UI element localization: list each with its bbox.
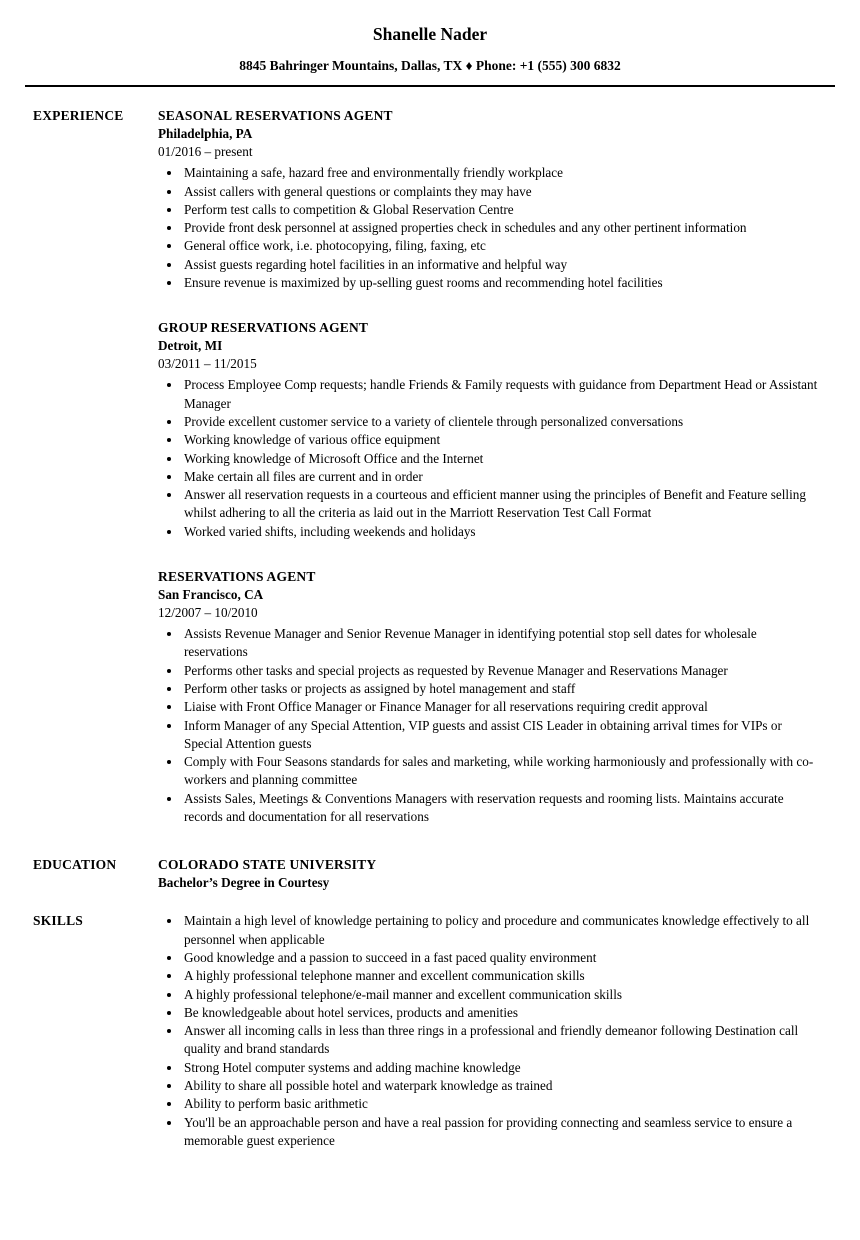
education-school: COLORADO STATE UNIVERSITY bbox=[158, 857, 377, 873]
job-bullet: • Assists Revenue Manager and Senior Revenue Manager in identifying potential stop sell dates for wholesale reservations bbox=[182, 625, 818, 662]
education-content bbox=[158, 856, 818, 892]
job-location: Detroit, MI bbox=[158, 338, 223, 354]
skill-bullet: • Good knowledge and a passion to succeed in a fast paced quality environment bbox=[182, 949, 818, 967]
job-bullet: • Perform other tasks or projects as assigned by hotel management and staff bbox=[182, 680, 818, 698]
skill-bullet: • You'll be an approachable person and have a real passion for providing connecting and seamless service to ensure a memorable guest experience bbox=[182, 1114, 818, 1151]
job-dates: 03/2011 – 11/2015 bbox=[158, 356, 257, 372]
job-dates: 12/2007 – 10/2010 bbox=[158, 605, 258, 621]
job-location: Philadelphia, PA bbox=[158, 126, 253, 142]
job-bullet: • Working knowledge of Microsoft Office and the Internet bbox=[182, 450, 818, 468]
job-bullet: • Assist callers with general questions or complaints they may have bbox=[182, 183, 818, 201]
job-bullet: • Maintaining a safe, hazard free and environmentally friendly workplace bbox=[182, 164, 818, 182]
job-entry bbox=[158, 107, 818, 292]
contact-line: 8845 Bahringer Mountains, Dallas, TX ♦ Phone: +1 (555) 300 6832 bbox=[239, 58, 621, 73]
job-bullet: • General office work, i.e. photocopying, filing, faxing, etc bbox=[182, 237, 818, 255]
job-location: San Francisco, CA bbox=[158, 587, 264, 603]
experience-section bbox=[25, 107, 835, 836]
resume-header bbox=[25, 24, 835, 75]
job-bullet: • Process Employee Comp requests; handle Friends & Family requests with guidance from Department Head or Assistant Manager bbox=[182, 376, 818, 413]
job-title: SEASONAL RESERVATIONS AGENT bbox=[158, 108, 393, 124]
job-dates: 01/2016 – present bbox=[158, 144, 253, 160]
skill-bullet: • Be knowledgeable about hotel services, products and amenities bbox=[182, 1004, 818, 1022]
education-label: EDUCATION bbox=[33, 857, 117, 873]
job-bullet: • Inform Manager of any Special Attention, VIP guests and assist CIS Leader in obtaining arrival times for VIPs or Special Attention guests bbox=[182, 717, 818, 754]
education-section bbox=[25, 856, 835, 892]
candidate-name: Shanelle Nader bbox=[372, 24, 488, 44]
skill-bullet: • A highly professional telephone manner and excellent communication skills bbox=[182, 967, 818, 985]
job-bullet: • Assists Sales, Meetings & Conventions Managers with reservation requests and rooming lists. Maintains accurate records and documentation for all reservations bbox=[182, 790, 818, 827]
job-bullet: • Provide excellent customer service to a variety of clientele through personalized conversations bbox=[182, 413, 818, 431]
job-bullet: • Make certain all files are current and in order bbox=[182, 468, 818, 486]
job-bullet: • Comply with Four Seasons standards for sales and marketing, while working harmoniously and professionally with co-workers and planning committee bbox=[182, 753, 818, 790]
skills-section bbox=[25, 912, 835, 1150]
job-bullet: • Working knowledge of various office equipment bbox=[182, 431, 818, 449]
job-bullet: • Provide front desk personnel at assigned properties check in schedules and any other pertinent information bbox=[182, 219, 818, 237]
job-bullet: • Ensure revenue is maximized by up-selling guest rooms and recommending hotel facilities bbox=[182, 274, 818, 292]
experience-content bbox=[158, 107, 818, 836]
skill-bullet: • Answer all incoming calls in less than three rings in a professional and friendly demeanor following Destination call quality and brand standards bbox=[182, 1022, 818, 1059]
job-bullet-list bbox=[158, 164, 818, 292]
skill-bullet: • Strong Hotel computer systems and adding machine knowledge bbox=[182, 1059, 818, 1077]
job-bullet: • Perform test calls to competition & Global Reservation Centre bbox=[182, 201, 818, 219]
job-bullet: • Assist guests regarding hotel facilities in an informative and helpful way bbox=[182, 256, 818, 274]
job-entry bbox=[158, 319, 818, 541]
skill-bullet: • Ability to perform basic arithmetic bbox=[182, 1095, 818, 1113]
job-title: RESERVATIONS AGENT bbox=[158, 569, 316, 585]
skill-bullet: • A highly professional telephone/e-mail manner and excellent communication skills bbox=[182, 986, 818, 1004]
experience-label: EXPERIENCE bbox=[33, 108, 124, 124]
job-entry bbox=[158, 568, 818, 826]
job-bullet: • Liaise with Front Office Manager or Finance Manager for all reservations requiring credit approval bbox=[182, 698, 818, 716]
job-bullet-list bbox=[158, 625, 818, 826]
education-degree: Bachelor’s Degree in Courtesy bbox=[158, 875, 330, 891]
header-divider bbox=[25, 85, 835, 87]
job-bullet: • Performs other tasks and special projects as requested by Revenue Manager and Reservations Manager bbox=[182, 662, 818, 680]
job-bullet: • Answer all reservation requests in a courteous and efficient manner using the principles of Benefit and Feature selling whilst adhering to all the criteria as laid out in the Marriott Reservation Test Call Format bbox=[182, 486, 818, 523]
skills-bullet-list bbox=[158, 912, 818, 1150]
job-bullet: • Worked varied shifts, including weekends and holidays bbox=[182, 523, 818, 541]
skills-label: SKILLS bbox=[33, 913, 83, 929]
skill-bullet: • Maintain a high level of knowledge pertaining to policy and procedure and communicates knowledge effectively to all personnel when applicable bbox=[182, 912, 818, 949]
skills-content bbox=[158, 912, 818, 1150]
skill-bullet: • Ability to share all possible hotel and waterpark knowledge as trained bbox=[182, 1077, 818, 1095]
job-bullet-list bbox=[158, 376, 818, 541]
job-title: GROUP RESERVATIONS AGENT bbox=[158, 320, 369, 336]
